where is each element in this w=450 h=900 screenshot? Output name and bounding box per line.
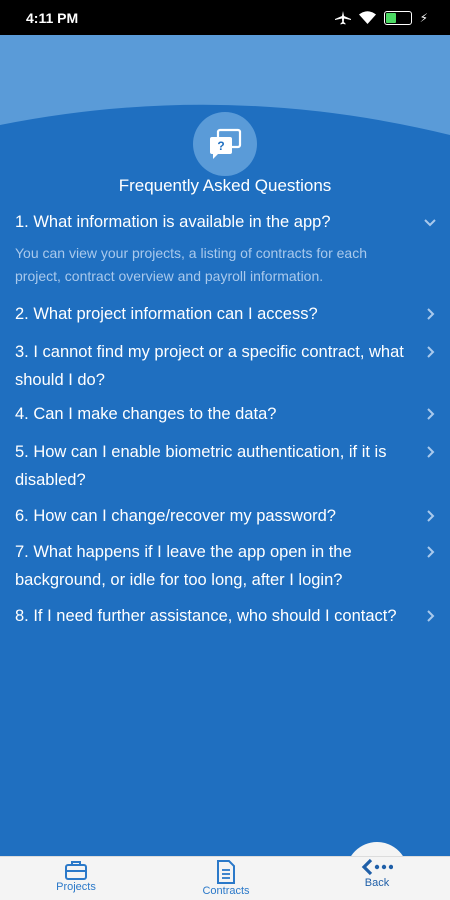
nav-projects-label: Projects bbox=[56, 881, 96, 893]
chevron-down-icon bbox=[422, 214, 438, 230]
chevron-right-icon bbox=[422, 406, 438, 422]
nav-back-label: Back bbox=[364, 877, 390, 889]
faq-item-8[interactable] bbox=[0, 602, 450, 666]
faq-list bbox=[0, 208, 450, 666]
faq-chat-icon bbox=[193, 112, 257, 176]
bottom-nav bbox=[0, 856, 450, 900]
battery-icon bbox=[384, 11, 412, 25]
faq-item-3[interactable] bbox=[0, 338, 450, 400]
faq-question: 1. What information is available in the app? bbox=[15, 213, 331, 231]
briefcase-icon bbox=[64, 859, 88, 881]
chevron-right-icon bbox=[422, 544, 438, 560]
faq-answer: You can view your projects, a listing of contracts for each project, contract overview and payroll information. bbox=[15, 245, 367, 284]
faq-question: 2. What project information can I access? bbox=[15, 305, 318, 323]
back-arrow-icon bbox=[361, 857, 393, 877]
chevron-right-icon bbox=[422, 608, 438, 624]
airplane-icon bbox=[335, 11, 351, 25]
nav-back[interactable] bbox=[356, 857, 398, 889]
page-title: Frequently Asked Questions bbox=[118, 176, 332, 195]
faq-item-2[interactable] bbox=[0, 300, 450, 338]
nav-contracts[interactable] bbox=[198, 859, 254, 897]
faq-item-5[interactable] bbox=[0, 438, 450, 502]
faq-item-4[interactable] bbox=[0, 400, 450, 438]
nav-projects[interactable] bbox=[50, 859, 102, 893]
faq-item-1[interactable] bbox=[0, 208, 450, 300]
faq-question: 5. How can I enable biometric authentication, if it is disabled? bbox=[15, 443, 387, 489]
faq-item-6[interactable] bbox=[0, 502, 450, 538]
status-bar bbox=[0, 0, 450, 35]
nav-contracts-label: Contracts bbox=[202, 885, 250, 897]
faq-item-7[interactable] bbox=[0, 538, 450, 602]
chevron-right-icon bbox=[422, 306, 438, 322]
chevron-right-icon bbox=[422, 344, 438, 360]
document-icon bbox=[215, 859, 237, 885]
status-time: 4:11 PM bbox=[26, 9, 79, 26]
faq-question: 6. How can I change/recover my password? bbox=[15, 507, 336, 525]
faq-question: 3. I cannot find my project or a specific contract, what should I do? bbox=[15, 343, 404, 389]
chevron-right-icon bbox=[422, 444, 438, 460]
status-icons bbox=[335, 11, 428, 25]
faq-question: 4. Can I make changes to the data? bbox=[15, 405, 277, 423]
svg-text:?: ? bbox=[217, 139, 225, 153]
faq-question: 8. If I need further assistance, who should I contact? bbox=[15, 607, 397, 625]
wifi-icon bbox=[359, 11, 376, 24]
chevron-right-icon bbox=[422, 508, 438, 524]
faq-question: 7. What happens if I leave the app open in the background, or idle for too long, after I login? bbox=[15, 543, 352, 589]
charging-icon: ⚡ bbox=[419, 10, 428, 25]
